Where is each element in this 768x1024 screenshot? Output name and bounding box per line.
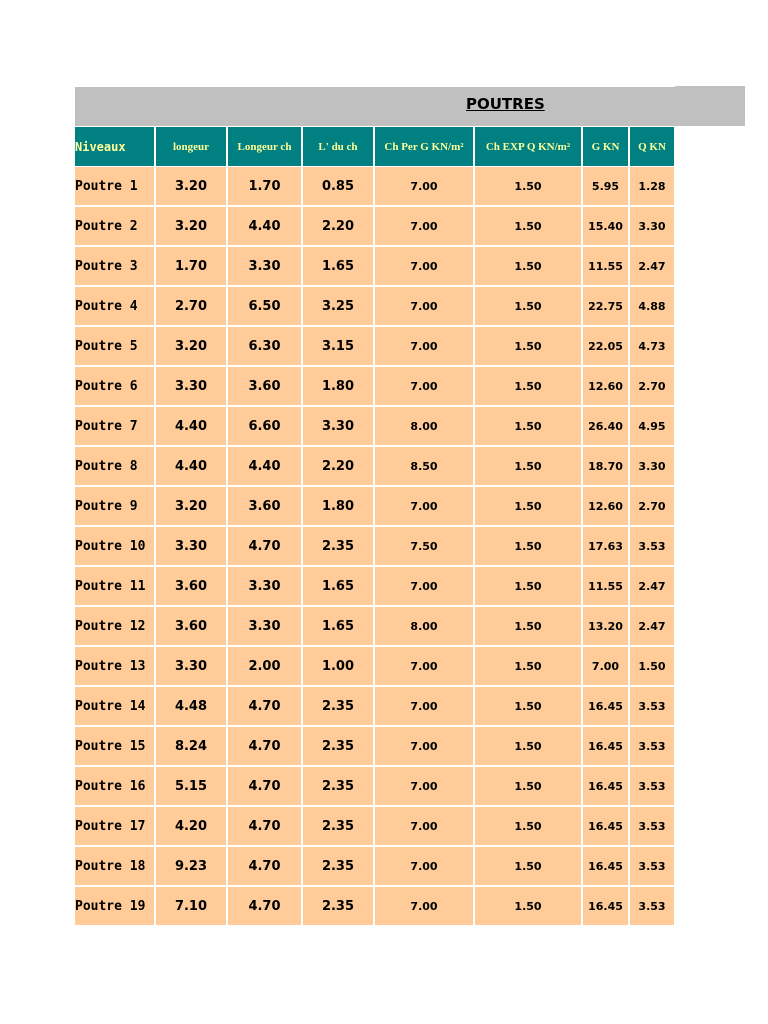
table-cell: Poutre 2 bbox=[75, 206, 155, 246]
table-cell: 1.50 bbox=[474, 167, 582, 207]
table-cell: 12.60 bbox=[582, 486, 629, 526]
table-cell: Poutre 14 bbox=[75, 686, 155, 726]
table-cell: 7.50 bbox=[374, 526, 474, 566]
table-cell: 18.70 bbox=[582, 446, 629, 486]
table-cell: 2.35 bbox=[302, 846, 374, 886]
table-row bbox=[75, 167, 675, 207]
table-cell: 2.35 bbox=[302, 766, 374, 806]
table-cell: 7.00 bbox=[374, 646, 474, 686]
table-cell: 4.70 bbox=[227, 886, 302, 926]
table-cell: 1.00 bbox=[302, 646, 374, 686]
table-cell: 1.28 bbox=[629, 167, 675, 207]
table-cell: 3.30 bbox=[302, 406, 374, 446]
table-row bbox=[75, 326, 675, 366]
table-cell: 0.85 bbox=[302, 167, 374, 207]
table-cell: 3.60 bbox=[155, 606, 227, 646]
table-row bbox=[75, 646, 675, 686]
table-cell: 2.35 bbox=[302, 686, 374, 726]
table-cell: 2.20 bbox=[302, 206, 374, 246]
table-header-row bbox=[75, 127, 675, 167]
table-cell: 4.70 bbox=[227, 846, 302, 886]
table-cell: 7.00 bbox=[374, 286, 474, 326]
table-cell: 3.53 bbox=[629, 526, 675, 566]
table-cell: 3.25 bbox=[302, 286, 374, 326]
table-cell: 6.50 bbox=[227, 286, 302, 326]
table-cell: 1.50 bbox=[474, 366, 582, 406]
table-cell: 7.00 bbox=[374, 806, 474, 846]
table-cell: 1.50 bbox=[629, 646, 675, 686]
title-bar bbox=[75, 87, 675, 126]
table-cell: 1.80 bbox=[302, 366, 374, 406]
table-cell: 2.47 bbox=[629, 566, 675, 606]
table-cell: 1.65 bbox=[302, 246, 374, 286]
table-cell: 1.50 bbox=[474, 246, 582, 286]
table-cell: Poutre 19 bbox=[75, 886, 155, 926]
table-cell: 17.63 bbox=[582, 526, 629, 566]
table-cell: Poutre 13 bbox=[75, 646, 155, 686]
poutres-table bbox=[75, 127, 676, 927]
table-cell: 4.48 bbox=[155, 686, 227, 726]
table-cell: 1.50 bbox=[474, 886, 582, 926]
table-row bbox=[75, 686, 675, 726]
page-title: POUTRES bbox=[466, 95, 545, 113]
table-row bbox=[75, 566, 675, 606]
table-row bbox=[75, 886, 675, 926]
table-cell: 3.53 bbox=[629, 886, 675, 926]
table-cell: 5.15 bbox=[155, 766, 227, 806]
table-row bbox=[75, 286, 675, 326]
table-cell: 15.40 bbox=[582, 206, 629, 246]
table-cell: 16.45 bbox=[582, 766, 629, 806]
table-cell: 1.50 bbox=[474, 406, 582, 446]
table-cell: 1.65 bbox=[302, 606, 374, 646]
table-cell: 6.60 bbox=[227, 406, 302, 446]
table-cell: 11.55 bbox=[582, 566, 629, 606]
table-cell: 7.00 bbox=[374, 766, 474, 806]
column-header: Ch Per G KN/m² bbox=[374, 127, 474, 167]
table-cell: 3.30 bbox=[227, 606, 302, 646]
table-cell: 1.50 bbox=[474, 566, 582, 606]
table-cell: 2.35 bbox=[302, 526, 374, 566]
table-cell: Poutre 4 bbox=[75, 286, 155, 326]
table-cell: 8.24 bbox=[155, 726, 227, 766]
table-cell: 1.70 bbox=[227, 167, 302, 207]
table-cell: 3.30 bbox=[629, 446, 675, 486]
table-cell: Poutre 8 bbox=[75, 446, 155, 486]
table-cell: 3.53 bbox=[629, 846, 675, 886]
table-cell: Poutre 12 bbox=[75, 606, 155, 646]
table-row bbox=[75, 806, 675, 846]
table-cell: Poutre 11 bbox=[75, 566, 155, 606]
table-cell: 3.60 bbox=[227, 366, 302, 406]
table-cell: 1.50 bbox=[474, 806, 582, 846]
table-cell: 16.45 bbox=[582, 846, 629, 886]
table-cell: 4.70 bbox=[227, 726, 302, 766]
table-cell: 3.20 bbox=[155, 167, 227, 207]
table-cell: 8.00 bbox=[374, 606, 474, 646]
table-cell: 2.35 bbox=[302, 726, 374, 766]
table-cell: 3.30 bbox=[227, 246, 302, 286]
table-cell: 7.00 bbox=[374, 326, 474, 366]
table-cell: 4.88 bbox=[629, 286, 675, 326]
table-cell: 7.00 bbox=[374, 686, 474, 726]
table-cell: 2.20 bbox=[302, 446, 374, 486]
table-cell: Poutre 15 bbox=[75, 726, 155, 766]
title-bar-extension bbox=[675, 86, 745, 126]
table-cell: 3.20 bbox=[155, 326, 227, 366]
table-cell: 3.60 bbox=[227, 486, 302, 526]
table-cell: Poutre 10 bbox=[75, 526, 155, 566]
table-cell: 2.00 bbox=[227, 646, 302, 686]
table-cell: 16.45 bbox=[582, 686, 629, 726]
table-cell: 6.30 bbox=[227, 326, 302, 366]
table-cell: 7.00 bbox=[374, 366, 474, 406]
table-cell: 16.45 bbox=[582, 886, 629, 926]
table-cell: 4.40 bbox=[227, 446, 302, 486]
table-cell: 2.70 bbox=[629, 366, 675, 406]
table-cell: 3.53 bbox=[629, 726, 675, 766]
table-cell: Poutre 17 bbox=[75, 806, 155, 846]
table-cell: Poutre 3 bbox=[75, 246, 155, 286]
table-cell: 1.50 bbox=[474, 846, 582, 886]
table-row bbox=[75, 526, 675, 566]
table-cell: 2.70 bbox=[155, 286, 227, 326]
table-cell: 1.65 bbox=[302, 566, 374, 606]
table-cell: 3.30 bbox=[155, 366, 227, 406]
table-row bbox=[75, 606, 675, 646]
table-cell: 11.55 bbox=[582, 246, 629, 286]
table-cell: 22.05 bbox=[582, 326, 629, 366]
table-cell: Poutre 1 bbox=[75, 167, 155, 207]
table-cell: Poutre 9 bbox=[75, 486, 155, 526]
table-cell: 1.50 bbox=[474, 526, 582, 566]
table-cell: 2.47 bbox=[629, 606, 675, 646]
table-cell: 7.00 bbox=[374, 846, 474, 886]
table-cell: 3.30 bbox=[227, 566, 302, 606]
table-row bbox=[75, 726, 675, 766]
table-cell: 4.73 bbox=[629, 326, 675, 366]
table-cell: Poutre 7 bbox=[75, 406, 155, 446]
table-cell: 3.53 bbox=[629, 806, 675, 846]
table-cell: 4.40 bbox=[227, 206, 302, 246]
table-cell: 3.53 bbox=[629, 766, 675, 806]
table-cell: 1.50 bbox=[474, 726, 582, 766]
table-cell: 3.20 bbox=[155, 486, 227, 526]
table-cell: 4.40 bbox=[155, 446, 227, 486]
column-header: L' du ch bbox=[302, 127, 374, 167]
column-header: Niveaux bbox=[75, 127, 155, 167]
table-cell: 7.00 bbox=[374, 206, 474, 246]
table-cell: 2.47 bbox=[629, 246, 675, 286]
table-cell: 4.20 bbox=[155, 806, 227, 846]
table-cell: 12.60 bbox=[582, 366, 629, 406]
table-cell: 4.40 bbox=[155, 406, 227, 446]
table-cell: 22.75 bbox=[582, 286, 629, 326]
table-cell: 2.70 bbox=[629, 486, 675, 526]
table-cell: 7.00 bbox=[582, 646, 629, 686]
column-header: Q KN bbox=[629, 127, 675, 167]
table-cell: 4.70 bbox=[227, 806, 302, 846]
table-cell: 7.00 bbox=[374, 886, 474, 926]
table-cell: 8.00 bbox=[374, 406, 474, 446]
table-cell: 3.15 bbox=[302, 326, 374, 366]
table-cell: 26.40 bbox=[582, 406, 629, 446]
table-cell: 7.00 bbox=[374, 246, 474, 286]
table-cell: 4.95 bbox=[629, 406, 675, 446]
table-cell: 1.50 bbox=[474, 766, 582, 806]
table-cell: 1.50 bbox=[474, 686, 582, 726]
table-cell: 1.80 bbox=[302, 486, 374, 526]
table-row bbox=[75, 366, 675, 406]
table-cell: 3.30 bbox=[155, 646, 227, 686]
table-cell: 1.50 bbox=[474, 326, 582, 366]
table-cell: 7.10 bbox=[155, 886, 227, 926]
table-row bbox=[75, 406, 675, 446]
table-cell: 4.70 bbox=[227, 766, 302, 806]
table-cell: Poutre 6 bbox=[75, 366, 155, 406]
table-cell: Poutre 5 bbox=[75, 326, 155, 366]
table-cell: 16.45 bbox=[582, 806, 629, 846]
table-cell: 1.50 bbox=[474, 206, 582, 246]
column-header: longeur bbox=[155, 127, 227, 167]
table-row bbox=[75, 486, 675, 526]
table-row bbox=[75, 846, 675, 886]
table-row bbox=[75, 766, 675, 806]
table-cell: 7.00 bbox=[374, 566, 474, 606]
table-cell: 1.50 bbox=[474, 486, 582, 526]
table-row bbox=[75, 246, 675, 286]
table-cell: 3.53 bbox=[629, 686, 675, 726]
table-cell: 1.50 bbox=[474, 606, 582, 646]
table-cell: 5.95 bbox=[582, 167, 629, 207]
table-cell: 2.35 bbox=[302, 886, 374, 926]
table-cell: 2.35 bbox=[302, 806, 374, 846]
table-cell: 7.00 bbox=[374, 726, 474, 766]
table-cell: 4.70 bbox=[227, 686, 302, 726]
table-cell: 16.45 bbox=[582, 726, 629, 766]
table-cell: 4.70 bbox=[227, 526, 302, 566]
table-cell: 1.50 bbox=[474, 286, 582, 326]
table-cell: 1.50 bbox=[474, 446, 582, 486]
table-cell: 8.50 bbox=[374, 446, 474, 486]
table-row bbox=[75, 206, 675, 246]
column-header: Ch EXP Q KN/m² bbox=[474, 127, 582, 167]
table-cell: Poutre 18 bbox=[75, 846, 155, 886]
table-cell: 7.00 bbox=[374, 486, 474, 526]
table-cell: 3.30 bbox=[155, 526, 227, 566]
table-cell: 7.00 bbox=[374, 167, 474, 207]
table-body bbox=[75, 167, 675, 927]
table-row bbox=[75, 446, 675, 486]
table-cell: 3.30 bbox=[629, 206, 675, 246]
column-header: G KN bbox=[582, 127, 629, 167]
table-cell: Poutre 16 bbox=[75, 766, 155, 806]
column-header: Longeur ch bbox=[227, 127, 302, 167]
table-cell: 3.20 bbox=[155, 206, 227, 246]
table-cell: 1.70 bbox=[155, 246, 227, 286]
table-cell: 13.20 bbox=[582, 606, 629, 646]
table-cell: 1.50 bbox=[474, 646, 582, 686]
table-cell: 3.60 bbox=[155, 566, 227, 606]
table-cell: 9.23 bbox=[155, 846, 227, 886]
